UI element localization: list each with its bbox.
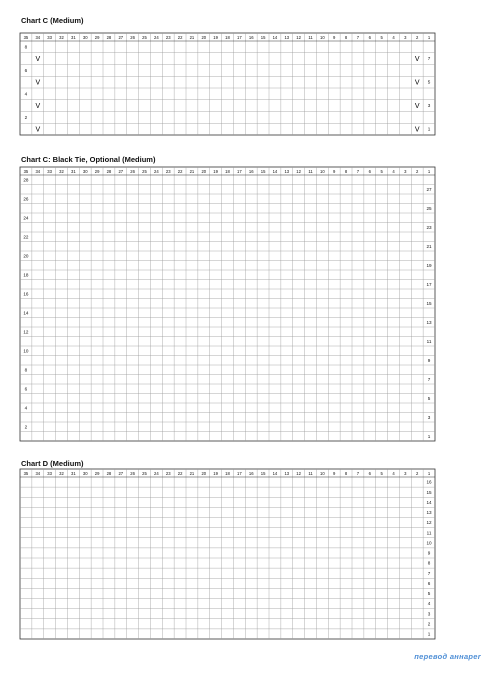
chart-symbol: V bbox=[414, 103, 420, 111]
chart-symbol: V bbox=[414, 79, 420, 87]
row-label-left: 2 bbox=[24, 424, 28, 430]
column-number: 18 bbox=[225, 35, 230, 40]
column-number: 11 bbox=[308, 169, 313, 174]
column-number: 3 bbox=[404, 35, 407, 40]
row-label-left: 8 bbox=[24, 44, 28, 50]
column-number: 14 bbox=[272, 169, 278, 174]
column-number: 19 bbox=[213, 35, 218, 40]
column-number: 31 bbox=[71, 35, 76, 40]
column-number: 9 bbox=[333, 169, 336, 174]
column-number: 23 bbox=[165, 35, 171, 40]
row-label-left: 26 bbox=[23, 196, 29, 202]
column-number: 3 bbox=[404, 169, 407, 174]
column-number: 9 bbox=[333, 471, 336, 476]
column-number: 30 bbox=[82, 35, 88, 40]
column-number: 11 bbox=[308, 35, 313, 40]
row-label-left: 8 bbox=[24, 367, 28, 373]
column-number: 35 bbox=[23, 35, 29, 40]
chart-grid-2 bbox=[20, 469, 435, 639]
chart-grid-1 bbox=[20, 167, 435, 441]
column-number: 25 bbox=[142, 35, 147, 40]
row-label-right: 14 bbox=[426, 499, 432, 505]
column-number: 2 bbox=[416, 169, 419, 174]
row-label-right: 3 bbox=[427, 414, 431, 420]
column-number: 12 bbox=[296, 35, 301, 40]
column-number: 5 bbox=[380, 35, 383, 40]
column-number: 1 bbox=[427, 471, 431, 476]
column-number: 1 bbox=[427, 169, 431, 174]
column-number: 16 bbox=[248, 169, 254, 174]
chart-grid-0 bbox=[20, 33, 435, 135]
translator-note: перевод аннаper bbox=[414, 652, 481, 661]
row-label-right: 5 bbox=[427, 79, 431, 85]
column-number: 25 bbox=[142, 471, 147, 476]
row-label-right: 27 bbox=[426, 186, 432, 192]
row-label-right: 25 bbox=[426, 205, 432, 211]
row-label-right: 7 bbox=[427, 56, 431, 62]
chart-symbol: V bbox=[414, 126, 420, 134]
chart-symbol: V bbox=[414, 56, 420, 64]
column-number: 7 bbox=[356, 35, 360, 40]
column-number: 8 bbox=[344, 169, 348, 174]
chart-symbol: V bbox=[35, 56, 41, 64]
column-number: 28 bbox=[106, 35, 112, 40]
column-number: 8 bbox=[344, 35, 348, 40]
column-number: 22 bbox=[177, 471, 183, 476]
column-number: 2 bbox=[416, 471, 419, 476]
row-label-left: 12 bbox=[23, 329, 29, 335]
column-number: 31 bbox=[71, 471, 76, 476]
column-number: 14 bbox=[272, 35, 278, 40]
column-number: 15 bbox=[260, 35, 266, 40]
row-label-right: 1 bbox=[427, 433, 431, 439]
column-number: 34 bbox=[35, 169, 41, 174]
column-number: 20 bbox=[201, 471, 207, 476]
row-label-right: 1 bbox=[427, 126, 431, 132]
row-label-right: 21 bbox=[426, 243, 432, 249]
chart-c-title: Chart C (Medium) bbox=[21, 16, 84, 25]
row-label-right: 15 bbox=[426, 300, 432, 306]
row-label-right: 23 bbox=[426, 224, 432, 230]
column-number: 27 bbox=[118, 35, 124, 40]
column-number: 26 bbox=[130, 471, 135, 476]
row-label-right: 11 bbox=[426, 530, 432, 536]
chart-frame bbox=[20, 167, 435, 441]
chart-symbol: V bbox=[35, 79, 41, 87]
column-number: 12 bbox=[296, 471, 301, 476]
column-number: 34 bbox=[35, 35, 41, 40]
row-label-right: 16 bbox=[426, 479, 432, 485]
column-number: 7 bbox=[356, 471, 360, 476]
column-number: 6 bbox=[368, 471, 371, 476]
row-label-right: 5 bbox=[427, 395, 431, 401]
column-number: 26 bbox=[130, 35, 135, 40]
row-label-left: 2 bbox=[24, 114, 28, 120]
column-number: 35 bbox=[23, 471, 29, 476]
column-number: 29 bbox=[94, 471, 100, 476]
column-number: 21 bbox=[189, 471, 195, 476]
column-number: 10 bbox=[320, 169, 325, 174]
column-number: 22 bbox=[177, 169, 183, 174]
column-number: 33 bbox=[47, 471, 52, 476]
column-number: 33 bbox=[47, 169, 52, 174]
column-number: 19 bbox=[213, 169, 218, 174]
column-number: 20 bbox=[201, 35, 207, 40]
row-label-left: 4 bbox=[24, 91, 28, 97]
column-number: 9 bbox=[333, 35, 336, 40]
column-number: 23 bbox=[165, 169, 171, 174]
row-label-left: 18 bbox=[23, 272, 29, 278]
row-label-right: 1 bbox=[427, 631, 431, 637]
row-label-right: 8 bbox=[427, 560, 431, 566]
column-number: 25 bbox=[142, 169, 147, 174]
column-number: 10 bbox=[320, 471, 325, 476]
chart-symbol: V bbox=[35, 126, 41, 134]
row-label-right: 7 bbox=[427, 570, 431, 576]
column-number: 34 bbox=[35, 471, 41, 476]
column-number: 19 bbox=[213, 471, 218, 476]
column-number: 32 bbox=[59, 169, 64, 174]
row-label-left: 10 bbox=[23, 348, 29, 354]
row-label-left: 4 bbox=[24, 405, 28, 411]
column-number: 18 bbox=[225, 169, 230, 174]
row-label-right: 13 bbox=[426, 510, 432, 516]
column-number: 12 bbox=[296, 169, 301, 174]
row-label-left: 16 bbox=[23, 291, 29, 297]
column-number: 17 bbox=[237, 35, 242, 40]
row-label-right: 3 bbox=[427, 103, 431, 109]
column-number: 32 bbox=[59, 35, 64, 40]
column-number: 28 bbox=[106, 471, 112, 476]
column-number: 21 bbox=[189, 35, 195, 40]
row-label-left: 24 bbox=[23, 215, 29, 221]
column-number: 35 bbox=[23, 169, 29, 174]
column-number: 24 bbox=[154, 35, 159, 40]
column-number: 22 bbox=[177, 35, 183, 40]
column-number: 24 bbox=[154, 471, 159, 476]
column-number: 16 bbox=[248, 35, 254, 40]
row-label-right: 12 bbox=[426, 520, 432, 526]
chart-d-title: Chart D (Medium) bbox=[21, 459, 84, 468]
column-number: 6 bbox=[368, 169, 371, 174]
chart-frame bbox=[20, 33, 435, 135]
column-number: 15 bbox=[260, 169, 266, 174]
chart-symbol: V bbox=[35, 103, 41, 111]
column-number: 30 bbox=[82, 471, 88, 476]
row-label-right: 13 bbox=[426, 319, 432, 325]
row-label-left: 6 bbox=[24, 67, 28, 73]
column-number: 23 bbox=[165, 471, 171, 476]
column-number: 29 bbox=[94, 35, 100, 40]
column-number: 4 bbox=[392, 35, 395, 40]
row-label-left: 22 bbox=[23, 234, 29, 240]
column-number: 14 bbox=[272, 471, 278, 476]
row-label-right: 19 bbox=[426, 262, 432, 268]
row-label-right: 10 bbox=[426, 540, 432, 546]
column-number: 20 bbox=[201, 169, 207, 174]
row-label-right: 9 bbox=[427, 357, 431, 363]
row-label-right: 15 bbox=[426, 489, 432, 495]
column-number: 24 bbox=[154, 169, 159, 174]
row-label-left: 20 bbox=[23, 253, 29, 259]
column-number: 28 bbox=[106, 169, 112, 174]
row-label-right: 2 bbox=[427, 621, 431, 627]
column-number: 5 bbox=[380, 471, 383, 476]
column-number: 7 bbox=[356, 169, 360, 174]
row-label-right: 7 bbox=[427, 376, 431, 382]
column-number: 17 bbox=[237, 471, 242, 476]
column-number: 3 bbox=[404, 471, 407, 476]
column-number: 6 bbox=[368, 35, 371, 40]
row-label-right: 4 bbox=[427, 601, 431, 607]
column-number: 32 bbox=[59, 471, 64, 476]
row-label-right: 11 bbox=[426, 338, 432, 344]
column-number: 29 bbox=[94, 169, 100, 174]
chart-frame bbox=[20, 469, 435, 639]
column-number: 5 bbox=[380, 169, 383, 174]
column-number: 27 bbox=[118, 471, 124, 476]
column-number: 30 bbox=[82, 169, 88, 174]
row-label-right: 17 bbox=[426, 281, 432, 287]
column-number: 33 bbox=[47, 35, 52, 40]
chart-c-black-tie-title: Chart C: Black Tie, Optional (Medium) bbox=[21, 155, 156, 164]
column-number: 13 bbox=[284, 35, 290, 40]
row-label-right: 3 bbox=[427, 611, 431, 617]
column-number: 26 bbox=[130, 169, 135, 174]
column-number: 4 bbox=[392, 169, 395, 174]
row-label-right: 9 bbox=[427, 550, 431, 556]
column-number: 31 bbox=[71, 169, 76, 174]
column-number: 13 bbox=[284, 169, 290, 174]
column-number: 16 bbox=[248, 471, 254, 476]
row-label-left: 28 bbox=[23, 177, 29, 183]
column-number: 27 bbox=[118, 169, 124, 174]
row-label-left: 6 bbox=[24, 386, 28, 392]
column-number: 21 bbox=[189, 169, 195, 174]
column-number: 4 bbox=[392, 471, 395, 476]
column-number: 11 bbox=[308, 471, 313, 476]
column-number: 2 bbox=[416, 35, 419, 40]
column-number: 15 bbox=[260, 471, 266, 476]
column-number: 13 bbox=[284, 471, 290, 476]
column-number: 10 bbox=[320, 35, 325, 40]
column-number: 8 bbox=[344, 471, 348, 476]
row-label-right: 5 bbox=[427, 591, 431, 597]
column-number: 17 bbox=[237, 169, 242, 174]
column-number: 1 bbox=[427, 35, 431, 40]
row-label-left: 14 bbox=[23, 310, 29, 316]
column-number: 18 bbox=[225, 471, 230, 476]
row-label-right: 6 bbox=[427, 580, 431, 586]
